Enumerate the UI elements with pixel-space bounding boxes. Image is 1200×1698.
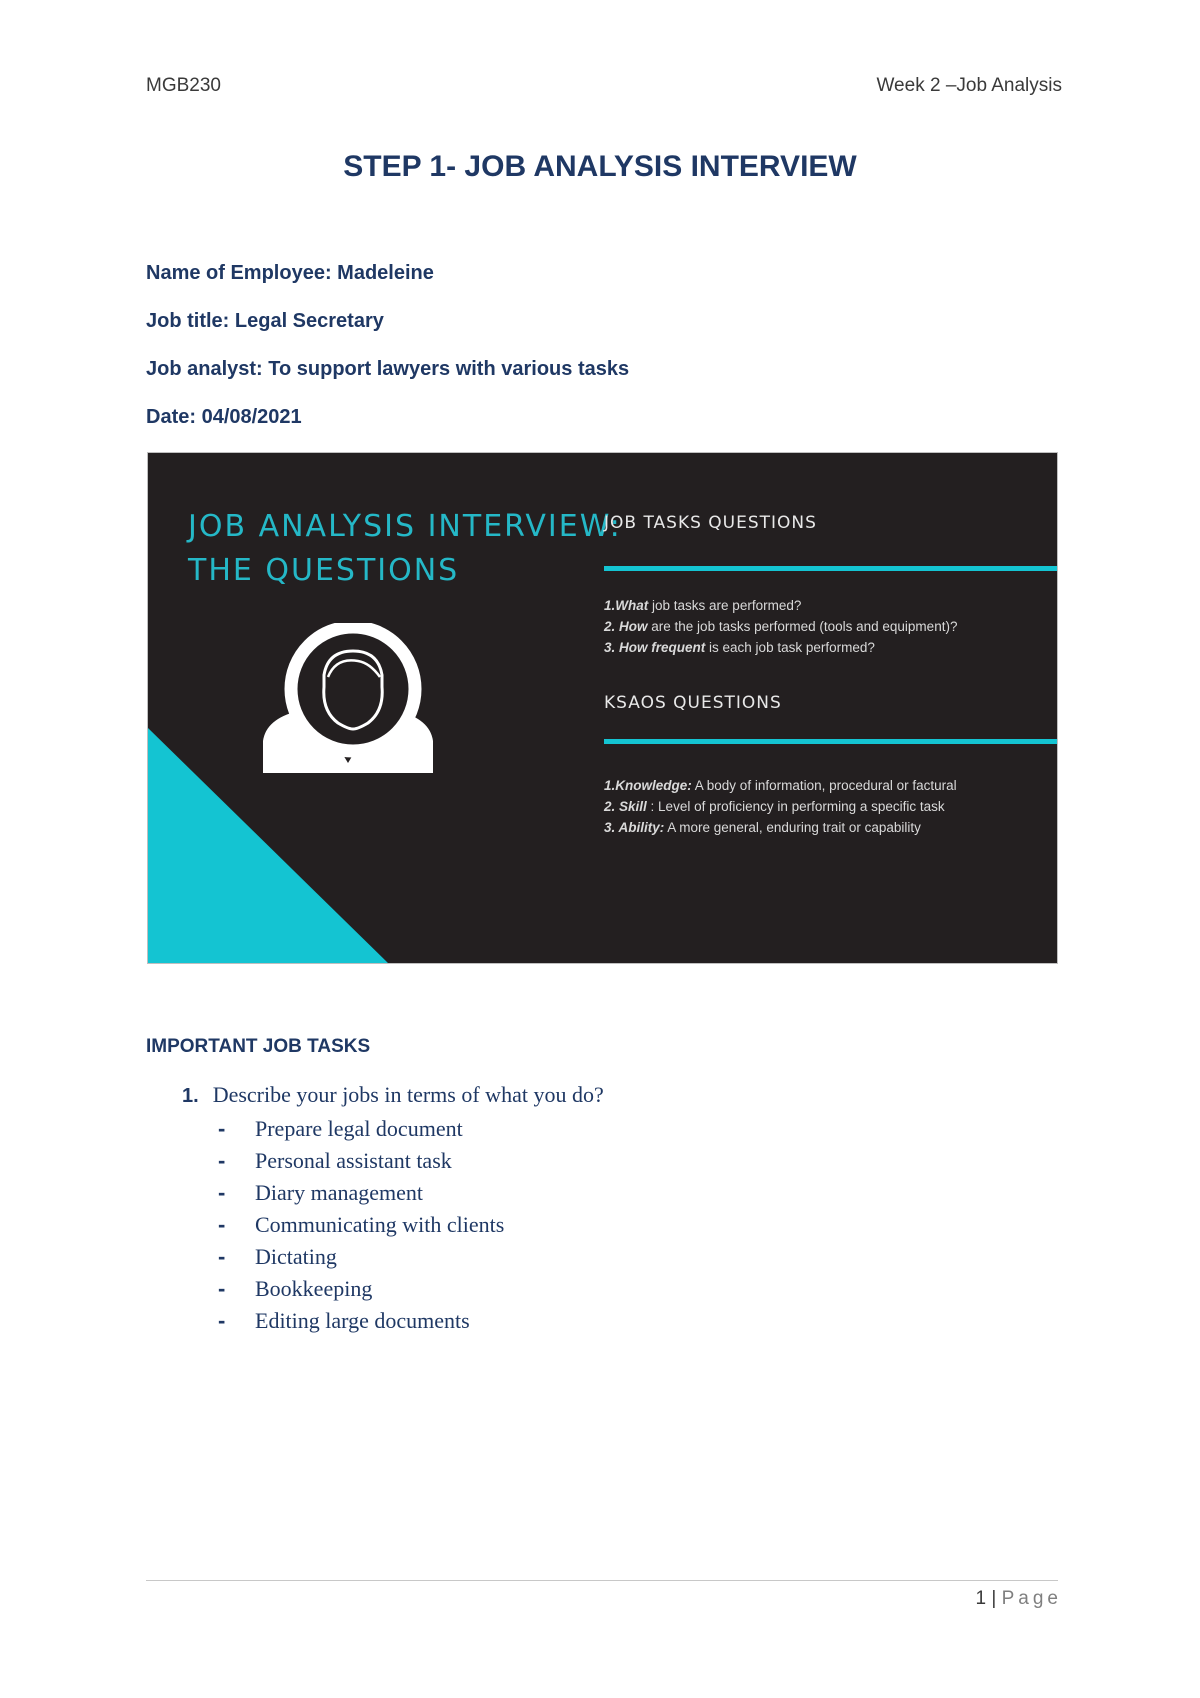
list-item: - Editing large documents bbox=[218, 1308, 470, 1333]
list-item: - Prepare legal document bbox=[218, 1116, 463, 1141]
section-heading: IMPORTANT JOB TASKS bbox=[146, 1036, 371, 1057]
question-key: 3. How frequent bbox=[604, 640, 706, 655]
header-course: MGB230 bbox=[146, 75, 221, 96]
person-magnifier-icon bbox=[258, 623, 438, 793]
employee-name: Name of Employee: Madeleine bbox=[146, 262, 434, 284]
ksaos-rule bbox=[604, 739, 1058, 744]
question-1 bbox=[182, 1082, 604, 1108]
footer-divider bbox=[146, 1580, 1058, 1581]
interview-date: Date: 04/08/2021 bbox=[146, 406, 302, 428]
question-key: 2. Skill bbox=[604, 799, 647, 814]
job-tasks-heading: JOB TASKS QUESTIONS bbox=[604, 513, 817, 533]
job-tasks-rule bbox=[604, 566, 1058, 571]
job-task-question-1: 1.What job tasks are performed? bbox=[604, 598, 802, 613]
list-item: - Personal assistant task bbox=[218, 1148, 452, 1173]
slide-title-line2: THE QUESTIONS bbox=[188, 553, 460, 588]
ksaos-question-1: 1.Knowledge: A body of information, procedural or factural bbox=[604, 778, 957, 793]
task-list bbox=[218, 1113, 504, 1337]
ksaos-question-2: 2. Skill : Level of proficiency in performing a specific task bbox=[604, 799, 945, 814]
page-title: STEP 1- JOB ANALYSIS INTERVIEW bbox=[343, 150, 857, 183]
question-key: 3. Ability: bbox=[604, 820, 665, 835]
question-key: 1.What bbox=[604, 598, 649, 613]
question-text: Describe your jobs in terms of what you do? bbox=[212, 1082, 604, 1107]
job-analyst: Job analyst: To support lawyers with various tasks bbox=[146, 358, 630, 380]
list-item: - Bookkeeping bbox=[218, 1276, 373, 1301]
list-item: - Dictating bbox=[218, 1244, 337, 1269]
job-task-question-2: 2. How are the job tasks performed (tools and equipment)? bbox=[604, 619, 958, 634]
ksaos-question-3: 3. Ability: A more general, enduring trait or capability bbox=[604, 820, 921, 835]
slide-image bbox=[147, 452, 1058, 964]
list-item: - Communicating with clients bbox=[218, 1212, 505, 1237]
page-footer bbox=[976, 1588, 1062, 1610]
footer-separator: | bbox=[991, 1588, 997, 1609]
job-title: Job title: Legal Secretary bbox=[146, 310, 384, 332]
ksaos-heading: KSAOS QUESTIONS bbox=[604, 693, 782, 713]
question-key: 2. How bbox=[604, 619, 648, 634]
job-task-question-3: 3. How frequent is each job task performed? bbox=[604, 640, 875, 655]
page-label: Page bbox=[1001, 1588, 1062, 1609]
list-item: - Diary management bbox=[218, 1180, 423, 1205]
slide-title-line1: JOB ANALYSIS INTERVIEW: bbox=[188, 509, 622, 544]
question-number: 1. bbox=[182, 1085, 199, 1107]
page-number: 1 bbox=[975, 1588, 987, 1609]
question-key: 1.Knowledge: bbox=[604, 778, 692, 793]
header-week: Week 2 –Job Analysis bbox=[876, 75, 1062, 96]
